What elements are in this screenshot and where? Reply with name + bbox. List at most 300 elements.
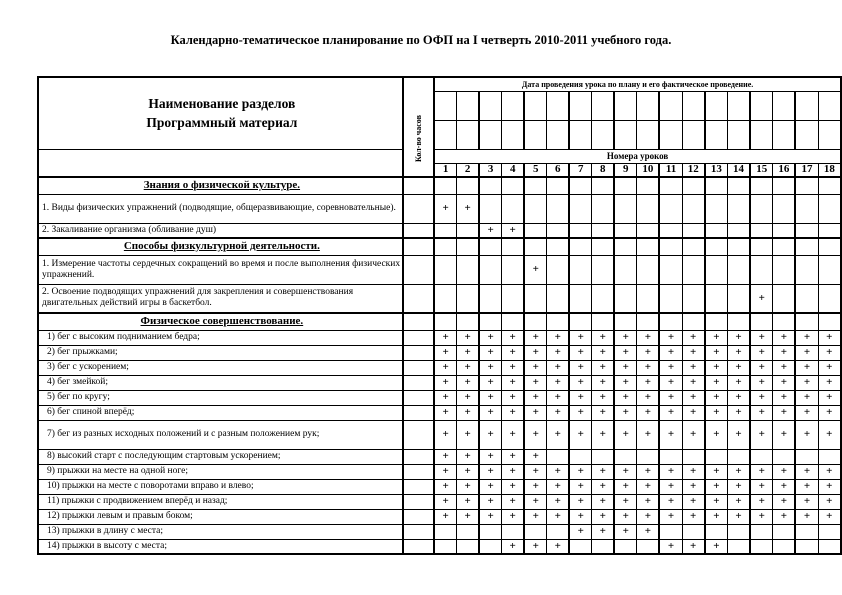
lesson-cell bbox=[434, 284, 457, 313]
lesson-cell bbox=[795, 313, 818, 330]
plus-mark: + bbox=[502, 345, 525, 360]
plus-mark: + bbox=[727, 360, 750, 375]
plus-mark: + bbox=[659, 390, 682, 405]
plus-mark: + bbox=[524, 509, 547, 524]
plus-mark: + bbox=[524, 330, 547, 345]
lesson-cell bbox=[795, 255, 818, 284]
section-name-header bbox=[38, 77, 403, 149]
plus-mark: + bbox=[524, 479, 547, 494]
plus-mark: + bbox=[773, 390, 796, 405]
plus-mark: + bbox=[818, 509, 841, 524]
date-cell bbox=[682, 120, 705, 149]
lesson-cell bbox=[569, 284, 592, 313]
plus-mark: + bbox=[727, 509, 750, 524]
plus-mark: + bbox=[547, 390, 570, 405]
plus-mark: + bbox=[457, 420, 480, 449]
plus-mark: + bbox=[524, 464, 547, 479]
lesson-cell bbox=[727, 313, 750, 330]
lesson-cell bbox=[637, 177, 660, 194]
item-text: 5) бег по кругу; bbox=[38, 390, 403, 405]
lesson-cell bbox=[750, 449, 773, 464]
plus-mark: + bbox=[524, 449, 547, 464]
plus-mark: + bbox=[434, 360, 457, 375]
plus-mark: + bbox=[705, 420, 728, 449]
plus-mark: + bbox=[457, 464, 480, 479]
plus-mark: + bbox=[614, 479, 637, 494]
lesson-number: 10 bbox=[637, 163, 660, 177]
plus-mark: + bbox=[547, 420, 570, 449]
plus-mark: + bbox=[457, 390, 480, 405]
lesson-cell bbox=[524, 284, 547, 313]
plan-table bbox=[37, 76, 842, 555]
plus-mark: + bbox=[569, 524, 592, 539]
plus-mark: + bbox=[457, 360, 480, 375]
lesson-cell bbox=[547, 524, 570, 539]
lesson-number: 1 bbox=[434, 163, 457, 177]
lesson-cell bbox=[502, 255, 525, 284]
item-text: 11) прыжки с продвижением вперёд и назад; bbox=[38, 494, 403, 509]
date-cell bbox=[637, 120, 660, 149]
hours-cell bbox=[403, 238, 434, 255]
plus-mark: + bbox=[434, 330, 457, 345]
plus-mark: + bbox=[773, 405, 796, 420]
lesson-cell bbox=[705, 449, 728, 464]
date-cell bbox=[479, 120, 502, 149]
plus-mark: + bbox=[592, 330, 615, 345]
date-cell bbox=[773, 120, 796, 149]
lesson-cell bbox=[547, 238, 570, 255]
lesson-cell bbox=[727, 524, 750, 539]
plus-mark: + bbox=[637, 464, 660, 479]
plus-mark: + bbox=[614, 509, 637, 524]
lesson-cell bbox=[479, 539, 502, 554]
plus-mark: + bbox=[569, 345, 592, 360]
plus-mark: + bbox=[479, 464, 502, 479]
lesson-cell bbox=[592, 223, 615, 238]
plus-mark: + bbox=[659, 464, 682, 479]
hours-cell bbox=[403, 479, 434, 494]
lesson-cell bbox=[727, 238, 750, 255]
date-cell bbox=[705, 91, 728, 120]
plus-mark: + bbox=[547, 479, 570, 494]
plus-mark: + bbox=[773, 420, 796, 449]
plus-mark: + bbox=[614, 464, 637, 479]
plus-mark: + bbox=[569, 360, 592, 375]
lesson-cell bbox=[773, 238, 796, 255]
plus-mark: + bbox=[705, 509, 728, 524]
lesson-cell bbox=[659, 449, 682, 464]
plus-mark: + bbox=[547, 375, 570, 390]
plus-mark: + bbox=[502, 330, 525, 345]
item-text: 2. Закаливание организма (обливание душ) bbox=[38, 223, 403, 238]
lesson-cell bbox=[547, 194, 570, 223]
plus-mark: + bbox=[750, 360, 773, 375]
plus-mark: + bbox=[637, 360, 660, 375]
plus-mark: + bbox=[569, 405, 592, 420]
plus-mark: + bbox=[818, 479, 841, 494]
plus-mark: + bbox=[592, 420, 615, 449]
plus-mark: + bbox=[727, 390, 750, 405]
lesson-cell bbox=[592, 284, 615, 313]
plus-mark: + bbox=[524, 390, 547, 405]
plus-mark: + bbox=[569, 479, 592, 494]
lesson-cell bbox=[547, 255, 570, 284]
date-cell bbox=[614, 91, 637, 120]
plus-mark: + bbox=[434, 194, 457, 223]
hours-cell bbox=[403, 390, 434, 405]
item-text: 6) бег спиной вперёд; bbox=[38, 405, 403, 420]
lesson-cell bbox=[818, 177, 841, 194]
hours-cell bbox=[403, 177, 434, 194]
lesson-number: 7 bbox=[569, 163, 592, 177]
plus-mark: + bbox=[682, 390, 705, 405]
date-cell bbox=[705, 120, 728, 149]
date-cell bbox=[434, 91, 457, 120]
plus-mark: + bbox=[750, 330, 773, 345]
lesson-cell bbox=[659, 284, 682, 313]
lesson-cell bbox=[705, 255, 728, 284]
plus-mark: + bbox=[479, 509, 502, 524]
lesson-cell bbox=[705, 194, 728, 223]
plus-mark: + bbox=[434, 390, 457, 405]
lesson-cell bbox=[592, 313, 615, 330]
lesson-cell bbox=[750, 524, 773, 539]
hours-header bbox=[403, 77, 434, 177]
plus-mark: + bbox=[502, 539, 525, 554]
lesson-cell bbox=[705, 284, 728, 313]
lesson-cell bbox=[659, 313, 682, 330]
lesson-cell bbox=[569, 177, 592, 194]
lesson-cell bbox=[795, 194, 818, 223]
plus-mark: + bbox=[818, 494, 841, 509]
plus-mark: + bbox=[705, 330, 728, 345]
lesson-cell bbox=[727, 194, 750, 223]
section-title: Способы физкультурной деятельности. bbox=[38, 238, 403, 255]
plus-mark: + bbox=[614, 390, 637, 405]
plus-mark: + bbox=[637, 390, 660, 405]
plus-mark: + bbox=[547, 360, 570, 375]
lesson-cell bbox=[773, 255, 796, 284]
plus-mark: + bbox=[795, 420, 818, 449]
plus-mark: + bbox=[659, 330, 682, 345]
lesson-cell bbox=[457, 177, 480, 194]
lesson-cell bbox=[569, 223, 592, 238]
item-text: 9) прыжки на месте на одной ноге; bbox=[38, 464, 403, 479]
lesson-number: 8 bbox=[592, 163, 615, 177]
lesson-cell bbox=[818, 539, 841, 554]
lesson-cell bbox=[614, 238, 637, 255]
hours-cell bbox=[403, 194, 434, 223]
plus-mark: + bbox=[457, 194, 480, 223]
lesson-cell bbox=[682, 524, 705, 539]
plus-mark: + bbox=[457, 479, 480, 494]
hours-cell bbox=[403, 330, 434, 345]
lesson-cell bbox=[705, 223, 728, 238]
plus-mark: + bbox=[614, 524, 637, 539]
lesson-cell bbox=[727, 539, 750, 554]
hours-cell bbox=[403, 509, 434, 524]
plus-mark: + bbox=[795, 390, 818, 405]
lesson-cell bbox=[682, 313, 705, 330]
plus-mark: + bbox=[705, 539, 728, 554]
lesson-cell bbox=[479, 284, 502, 313]
plus-mark: + bbox=[547, 345, 570, 360]
hours-label: Кол-во часов bbox=[413, 115, 423, 162]
date-cell bbox=[818, 120, 841, 149]
hours-cell bbox=[403, 524, 434, 539]
lesson-cell bbox=[773, 194, 796, 223]
lesson-cell bbox=[569, 194, 592, 223]
lesson-cell bbox=[592, 255, 615, 284]
lesson-cell bbox=[614, 223, 637, 238]
plus-mark: + bbox=[479, 390, 502, 405]
lesson-cell bbox=[750, 177, 773, 194]
lesson-cell bbox=[682, 284, 705, 313]
plus-mark: + bbox=[818, 345, 841, 360]
lesson-cell bbox=[682, 194, 705, 223]
plus-mark: + bbox=[457, 375, 480, 390]
hours-cell bbox=[403, 313, 434, 330]
hours-cell bbox=[403, 464, 434, 479]
hours-cell bbox=[403, 539, 434, 554]
plus-mark: + bbox=[524, 375, 547, 390]
hours-cell bbox=[403, 449, 434, 464]
hours-cell bbox=[403, 255, 434, 284]
item-text: 14) прыжки в высоту с места; bbox=[38, 539, 403, 554]
lesson-cell bbox=[750, 539, 773, 554]
lesson-cell bbox=[795, 449, 818, 464]
plus-mark: + bbox=[457, 509, 480, 524]
plus-mark: + bbox=[818, 464, 841, 479]
item-text: 2. Освоение подводящих упражнений для закрепления и совершенствования двигательных действий игры в баскетбол. bbox=[38, 284, 403, 313]
plus-mark: + bbox=[659, 479, 682, 494]
plus-mark: + bbox=[659, 494, 682, 509]
lesson-cell bbox=[524, 524, 547, 539]
plus-mark: + bbox=[637, 330, 660, 345]
plus-mark: + bbox=[592, 494, 615, 509]
lesson-cell bbox=[502, 524, 525, 539]
plus-mark: + bbox=[795, 330, 818, 345]
plus-mark: + bbox=[479, 375, 502, 390]
hours-cell bbox=[403, 223, 434, 238]
plus-mark: + bbox=[547, 330, 570, 345]
hours-cell bbox=[403, 420, 434, 449]
lesson-cell bbox=[479, 238, 502, 255]
plus-mark: + bbox=[457, 449, 480, 464]
plus-mark: + bbox=[773, 479, 796, 494]
date-cell bbox=[434, 120, 457, 149]
lesson-cell bbox=[682, 255, 705, 284]
lesson-cell bbox=[457, 238, 480, 255]
plus-mark: + bbox=[434, 509, 457, 524]
date-cell bbox=[479, 91, 502, 120]
lesson-number: 17 bbox=[795, 163, 818, 177]
date-cell bbox=[592, 91, 615, 120]
lesson-cell bbox=[524, 194, 547, 223]
plus-mark: + bbox=[502, 420, 525, 449]
lesson-number: 16 bbox=[773, 163, 796, 177]
lesson-cell bbox=[479, 313, 502, 330]
plus-mark: + bbox=[795, 360, 818, 375]
header-line: Программный материал bbox=[146, 115, 298, 131]
plus-mark: + bbox=[750, 479, 773, 494]
plus-mark: + bbox=[682, 479, 705, 494]
lesson-cell bbox=[750, 223, 773, 238]
date-cell bbox=[502, 91, 525, 120]
plus-mark: + bbox=[682, 405, 705, 420]
lesson-cell bbox=[479, 194, 502, 223]
plus-mark: + bbox=[547, 405, 570, 420]
plus-mark: + bbox=[659, 405, 682, 420]
plus-mark: + bbox=[479, 479, 502, 494]
plus-mark: + bbox=[795, 345, 818, 360]
lesson-cell bbox=[524, 313, 547, 330]
plus-mark: + bbox=[502, 509, 525, 524]
plus-mark: + bbox=[614, 405, 637, 420]
lesson-cell bbox=[524, 223, 547, 238]
lesson-cell bbox=[502, 194, 525, 223]
plus-mark: + bbox=[592, 524, 615, 539]
plus-mark: + bbox=[502, 390, 525, 405]
lesson-cell bbox=[434, 313, 457, 330]
plus-mark: + bbox=[502, 375, 525, 390]
plus-mark: + bbox=[818, 330, 841, 345]
plus-mark: + bbox=[659, 360, 682, 375]
date-cell bbox=[457, 120, 480, 149]
lesson-cell bbox=[773, 524, 796, 539]
plus-mark: + bbox=[614, 494, 637, 509]
plus-mark: + bbox=[569, 494, 592, 509]
lesson-cell bbox=[795, 223, 818, 238]
lesson-cell bbox=[434, 539, 457, 554]
lesson-cell bbox=[727, 177, 750, 194]
document-title: Календарно-тематическое планирование по ОФП на I четверть 2010-2011 учебного года. bbox=[170, 33, 672, 47]
plus-mark: + bbox=[547, 509, 570, 524]
lesson-cell bbox=[592, 539, 615, 554]
hours-cell bbox=[403, 375, 434, 390]
lesson-cell bbox=[682, 223, 705, 238]
lesson-cell bbox=[818, 524, 841, 539]
lesson-cell bbox=[637, 313, 660, 330]
lesson-number: 14 bbox=[727, 163, 750, 177]
hours-cell bbox=[403, 494, 434, 509]
date-cell bbox=[592, 120, 615, 149]
plus-mark: + bbox=[479, 330, 502, 345]
plus-mark: + bbox=[524, 420, 547, 449]
lesson-cell bbox=[614, 194, 637, 223]
item-text: 12) прыжки левым и правым боком; bbox=[38, 509, 403, 524]
plus-mark: + bbox=[637, 479, 660, 494]
plus-mark: + bbox=[614, 330, 637, 345]
plus-mark: + bbox=[479, 420, 502, 449]
lesson-cell bbox=[569, 313, 592, 330]
plus-mark: + bbox=[457, 405, 480, 420]
plus-mark: + bbox=[818, 390, 841, 405]
plus-mark: + bbox=[457, 345, 480, 360]
plus-mark: + bbox=[705, 405, 728, 420]
lesson-cell bbox=[773, 223, 796, 238]
plus-mark: + bbox=[637, 420, 660, 449]
lesson-cell bbox=[727, 255, 750, 284]
lesson-cell bbox=[479, 524, 502, 539]
blank-cell bbox=[38, 149, 403, 177]
date-cell bbox=[547, 120, 570, 149]
date-cell bbox=[795, 91, 818, 120]
plus-mark: + bbox=[773, 464, 796, 479]
lesson-cell bbox=[457, 223, 480, 238]
plus-mark: + bbox=[705, 479, 728, 494]
date-cell bbox=[659, 91, 682, 120]
lesson-cell bbox=[818, 223, 841, 238]
lesson-cell bbox=[773, 284, 796, 313]
date-cell bbox=[524, 91, 547, 120]
lesson-cell bbox=[479, 255, 502, 284]
lesson-cell bbox=[592, 177, 615, 194]
lesson-number: 11 bbox=[659, 163, 682, 177]
lesson-number: 18 bbox=[818, 163, 841, 177]
plus-mark: + bbox=[524, 255, 547, 284]
date-cell bbox=[818, 91, 841, 120]
lesson-cell bbox=[547, 284, 570, 313]
plus-mark: + bbox=[434, 345, 457, 360]
date-cell bbox=[682, 91, 705, 120]
lesson-cell bbox=[682, 238, 705, 255]
item-text: 7) бег из разных исходных положений и с разным положением рук; bbox=[38, 420, 403, 449]
lesson-cell bbox=[795, 238, 818, 255]
date-cell bbox=[637, 91, 660, 120]
plus-mark: + bbox=[479, 494, 502, 509]
plus-mark: + bbox=[502, 405, 525, 420]
lesson-cell bbox=[434, 524, 457, 539]
date-cell bbox=[457, 91, 480, 120]
plus-mark: + bbox=[659, 345, 682, 360]
date-cell bbox=[750, 120, 773, 149]
plus-mark: + bbox=[750, 494, 773, 509]
lesson-cell bbox=[750, 255, 773, 284]
date-cell bbox=[569, 120, 592, 149]
lesson-number: 3 bbox=[479, 163, 502, 177]
lesson-cell bbox=[457, 284, 480, 313]
plus-mark: + bbox=[569, 420, 592, 449]
plus-mark: + bbox=[750, 509, 773, 524]
lesson-cell bbox=[569, 449, 592, 464]
lesson-number: 6 bbox=[547, 163, 570, 177]
plus-mark: + bbox=[750, 390, 773, 405]
lesson-cell bbox=[750, 194, 773, 223]
plus-mark: + bbox=[659, 375, 682, 390]
date-cell bbox=[502, 120, 525, 149]
lesson-cell bbox=[795, 177, 818, 194]
plus-mark: + bbox=[502, 479, 525, 494]
plus-mark: + bbox=[569, 464, 592, 479]
lesson-cell bbox=[457, 539, 480, 554]
lesson-cell bbox=[773, 539, 796, 554]
plus-mark: + bbox=[637, 494, 660, 509]
lesson-cell bbox=[818, 194, 841, 223]
plus-mark: + bbox=[773, 360, 796, 375]
lesson-number: 2 bbox=[457, 163, 480, 177]
lesson-cell bbox=[592, 449, 615, 464]
date-cell bbox=[659, 120, 682, 149]
lesson-cell bbox=[592, 238, 615, 255]
plus-mark: + bbox=[795, 375, 818, 390]
lesson-cell bbox=[637, 284, 660, 313]
plus-mark: + bbox=[502, 360, 525, 375]
lesson-cell bbox=[705, 238, 728, 255]
plus-mark: + bbox=[682, 375, 705, 390]
lesson-cell bbox=[569, 238, 592, 255]
plus-mark: + bbox=[727, 494, 750, 509]
